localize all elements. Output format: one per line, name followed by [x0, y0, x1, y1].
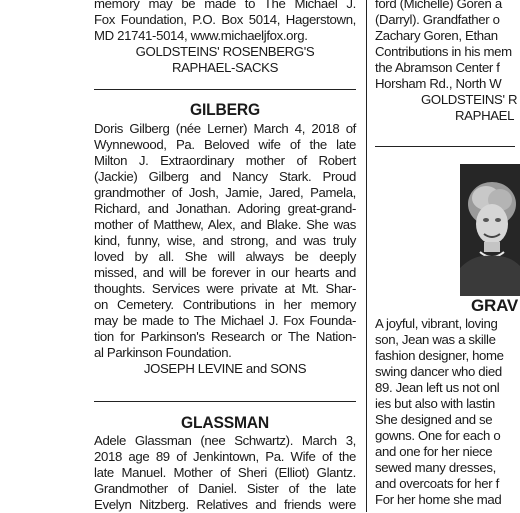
obit-text-line: may be made to The Michael J. Fox Founda-: [94, 313, 356, 328]
obit-text-line: Fox Foundation, P.O. Box 5014, Hagerstown,: [94, 12, 356, 27]
obit-text-line: Richard, and Jonathan. Adoring great-grand-: [94, 201, 356, 216]
obit-text-line: and overcoats for her f: [375, 476, 499, 491]
obit-text-line: thoughts. Services were private at Mt. Shar-: [94, 281, 356, 296]
column-divider: [366, 0, 367, 512]
obit-text-line: late Manuel. Mother of Sheri (Elliot) Glantz.: [94, 465, 356, 480]
portrait-photo: [460, 164, 520, 296]
obit-text-line: ies but also with lastin: [375, 396, 495, 411]
obit-text-line: kind, funny, wise, and strong, and was truly: [94, 233, 356, 248]
obit-text-line: Adele Glassman (nee Schwartz). March 3,: [94, 433, 356, 448]
obit-text-line: Milton J. Extraordinary mother of Robert: [94, 153, 356, 168]
obit-text-line: (Darryl). Grandfather o: [375, 12, 500, 27]
obit-text-line: the Abramson Center f: [375, 60, 500, 75]
obituary-surname-heading: GLASSMAN: [180, 413, 270, 432]
obit-text-line: Contributions in his mem: [375, 44, 512, 59]
obit-text-line: tion for Parkinson's Research or The Nation-: [94, 329, 356, 344]
funeral-home-line: JOSEPH LEVINE and SONS: [143, 361, 307, 376]
obit-text-line: missed, and will be forever in our hearts and: [94, 265, 356, 280]
obit-text-line: sewed many dresses,: [375, 460, 496, 475]
obit-text-line: swing dancer who died: [375, 364, 502, 379]
obit-text-line: Evelyn Nitzberg. Relatives and friends were: [94, 497, 356, 512]
obit-text-line: mother of Matthew, Alex, and Blake. She was: [94, 217, 356, 232]
obituary-surname-heading: GILBERG: [190, 100, 260, 119]
obit-text-line: fashion designer, home: [375, 348, 504, 363]
section-divider: [94, 401, 356, 402]
obit-text-line: She designed and se: [375, 412, 493, 427]
portrait-photo-icon: [460, 164, 520, 296]
obit-text-line: Wynnewood, Pa. Beloved wife of the late: [94, 137, 356, 152]
obit-text-line: grandmother of Josh, Jamie, Jared, Pamela,: [94, 185, 356, 200]
section-divider: [94, 89, 356, 90]
obit-text-line: ford (Michelle) Goren a: [375, 0, 502, 11]
obit-text-line: For her home she mad: [375, 492, 502, 507]
obit-text-line: 2018 age 89 of Jenkintown, Pa. Wife of the: [94, 449, 356, 464]
section-divider: [375, 146, 515, 147]
funeral-home-line: RAPHAEL-SACKS: [171, 60, 279, 75]
obit-text-line: and one for her niece: [375, 444, 493, 459]
obit-text-line: Doris Gilberg (née Lerner) March 4, 2018 of: [94, 121, 356, 136]
obit-text-line: MD 21741-5014, www.michaeljfox.org.: [94, 28, 308, 43]
funeral-home-line: GOLDSTEINS' ROSENBERG'S: [135, 44, 315, 59]
funeral-home-line: GOLDSTEINS' R: [421, 92, 518, 107]
left-column: [94, 0, 356, 512]
right-column: [375, 0, 519, 512]
obit-text-line: on Cemetery. Contributions in her memory: [94, 297, 356, 312]
obit-text-line: al Parkinson Foundation.: [94, 345, 232, 360]
obit-text-line: (Jackie) Gilberg and Nancy Stark. Proud: [94, 169, 356, 184]
obit-text-line: memory may be made to The Michael J.: [94, 0, 356, 11]
obit-text-line: A joyful, vibrant, loving: [375, 316, 498, 331]
obit-text-line: 89. Jean left us not onl: [375, 380, 500, 395]
obit-text-line: gowns. One for each o: [375, 428, 501, 443]
obit-text-line: son, Jean was a skille: [375, 332, 496, 347]
obit-text-line: Grandmother of Daniel. Sister of the late: [94, 481, 356, 496]
funeral-home-line: RAPHAEL: [455, 108, 515, 123]
obit-text-line: Horsham Rd., North W: [375, 76, 502, 91]
obit-text-line: Zachary Goren, Ethan: [375, 28, 498, 43]
obituary-surname-heading: GRAV: [471, 296, 519, 315]
obit-text-line: loved by all. She will always be deeply: [94, 249, 356, 264]
